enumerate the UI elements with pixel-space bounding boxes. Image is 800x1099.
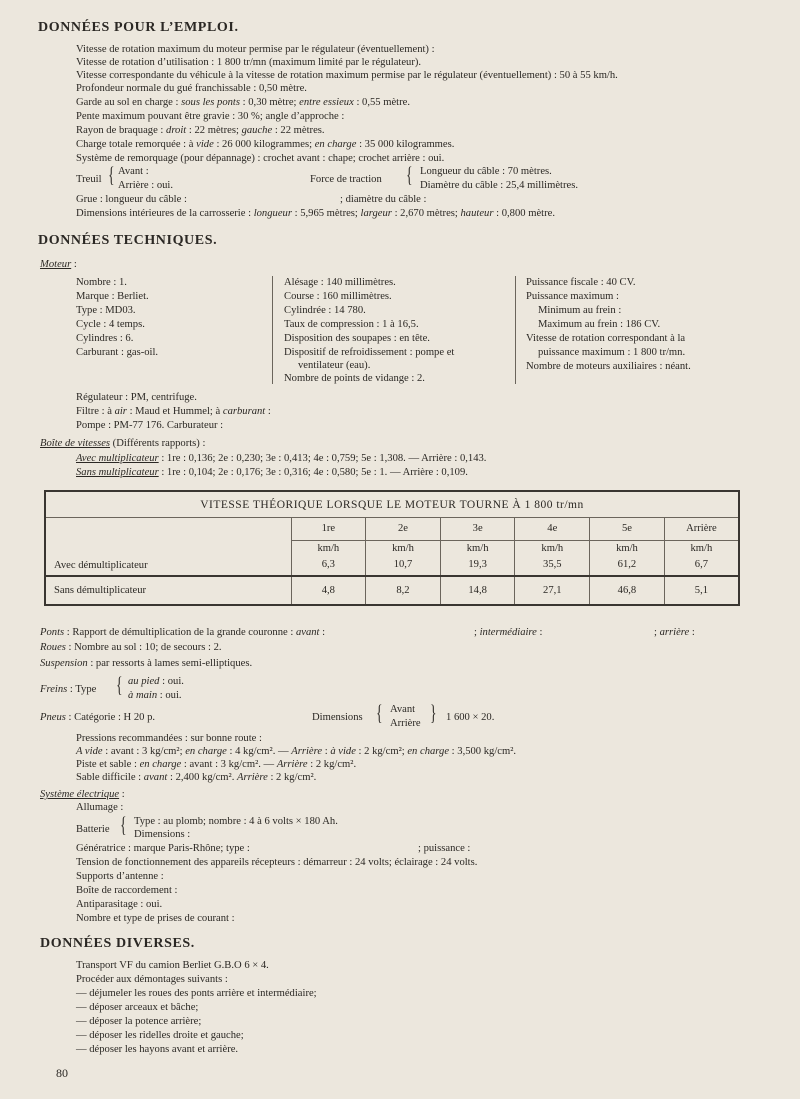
table-header-cell: 5e (590, 518, 665, 541)
pression-en-charge-arriere: en charge (407, 746, 450, 757)
list-item: — déposer la potence arrière; (76, 1016, 202, 1027)
text-vitesse-utilisation: Vitesse de rotation d’utilisation : 1 800 tr/mn (maximum limité par le régulateur). (76, 57, 422, 68)
braquage-droit-value: : 22 mètres; (188, 125, 239, 136)
table-header-cell: Arrière (664, 518, 739, 541)
pneus-dimensions-label: Dimensions (312, 712, 363, 723)
moteur-col2-item: ventilateur (eau). (298, 360, 371, 371)
table-corner-cell (45, 518, 291, 541)
moteur-col2-item: Dispositif de refroidissement : pompe et (284, 347, 455, 358)
dim-longueur-value: : 5,965 mètres; (294, 208, 358, 219)
braquage-gauche-label: gauche (241, 125, 273, 136)
ponts-inter-colon: : (536, 627, 543, 638)
grue-diametre: ; diamètre du câble : (340, 194, 427, 205)
text-vitesse-vehicule: Vitesse correspondante du véhicule à la vitesse de rotation maximum permise par le régulateur (éventuellement) : 50 à 55 km/h. (76, 70, 618, 81)
ponts-text: : Rapport de démultiplication de la grande couronne : (64, 627, 294, 638)
boite-rest: (Différents rapports) : (110, 438, 206, 449)
text-suspension (40, 658, 252, 670)
text-supports-antenne: Supports d’antenne : (76, 871, 164, 882)
moteur-col2-item: Cylindrée : 14 780. (284, 305, 366, 316)
moteur-col1-item: Carburant : gas-oil. (76, 347, 159, 358)
text-sans-multiplicateur (76, 467, 468, 479)
table-value: 6,3 (321, 558, 335, 570)
moteur-col3-item: Maximum au frein : 186 CV. (538, 319, 661, 330)
section-title-diverses: DONNÉES DIVERSES. (40, 936, 195, 951)
batterie-label: Batterie (76, 824, 110, 835)
table-value: 46,8 (590, 576, 665, 605)
text-profondeur: Profondeur normale du gué franchissable : 0,50 mètre. (76, 83, 307, 94)
charge-prefix: Charge totale remorquée : à (76, 139, 194, 150)
suspension-text: : par ressorts à lames semi-elliptiques. (87, 658, 253, 669)
table-cell (291, 540, 366, 575)
filtre-carburant-value: : (267, 406, 271, 417)
text-boite-raccordement: Boîte de raccordement : (76, 885, 178, 896)
speed-table-title: VITESSE THÉORIQUE LORSQUE LE MOTEUR TOURNE À 1 800 tr/mn (45, 491, 739, 518)
pneus-text: : Catégorie : H 20 p. (65, 712, 156, 723)
moteur-col3-item: Puissance maximum : (526, 291, 619, 302)
text-dimensions-carrosserie (76, 208, 555, 220)
text-pressions: Pressions recommandées : sur bonne route : (76, 733, 262, 744)
ponts-arriere-colon: : (689, 627, 695, 638)
pression-text: : avant : 3 kg/cm²; (102, 746, 183, 757)
moteur-col1-item: Cycle : 4 temps. (76, 319, 145, 330)
pression-a-vide-arriere: à vide (330, 746, 356, 757)
charge-vide-label: vide (196, 139, 214, 150)
section-title-emploi: DONNÉES POUR L’EMPLOI. (38, 20, 239, 35)
treuil-label: Treuil (76, 174, 102, 185)
batterie-type: Type : au plomb; nombre : 4 à 6 volts × 180 Ah. (134, 816, 338, 827)
text-transport: Transport VF du camion Berliet G.B.O 6 × 4. (76, 960, 269, 971)
suspension-label: Suspension (40, 658, 88, 669)
table-value: 6,7 (694, 558, 709, 570)
text-proceder: Procéder aux démontages suivants : (76, 974, 228, 985)
filtre-air-value: : Maud et Hummel; à (129, 406, 221, 417)
moteur-col3-item: Minimum au frein : (538, 305, 622, 316)
table-unit: km/h (466, 542, 489, 554)
sans-value: : 1re : 0,104; 2e : 0,176; 3e : 0,316; 4e : 0,580; 5e : 1. — Arrière : 0,109. (158, 467, 468, 478)
pression-text: : 2 kg/cm²; (355, 746, 405, 757)
list-item: — déposer les hayons avant et arrière. (76, 1044, 239, 1055)
garde-prefix: Garde au sol en charge : (76, 97, 179, 108)
charge-charge-label: en charge (314, 139, 357, 150)
cable-diametre: Diamètre du câble : 25,4 millimètres. (420, 180, 578, 191)
table-value: 19,3 (468, 558, 487, 570)
text-remorquage: Système de remorquage (pour dépannage) : crochet avant : chape; crochet arrière : oui. (76, 153, 445, 164)
freins-label: Freins (40, 684, 68, 695)
brace-pneus-left: { (376, 700, 383, 725)
moteur-label: Moteur (40, 259, 72, 270)
pneus-label: Pneus (40, 712, 66, 723)
sable-text: : 2 kg/cm². (267, 772, 317, 783)
text-pneus (40, 712, 155, 724)
text-braquage (76, 125, 325, 137)
freins-pied-value: : oui. (159, 676, 184, 687)
table-value: 14,8 (440, 576, 515, 605)
pneus-avant: Avant (390, 704, 416, 715)
list-item: — déposer les ridelles droite et gauche; (76, 1030, 244, 1041)
table-value: 35,5 (543, 558, 562, 570)
force-traction-label: Force de traction (310, 174, 382, 185)
brace-treuil: { (108, 162, 115, 187)
moteur-col1-item: Cylindres : 6. (76, 333, 134, 344)
grue-longueur: Grue : longueur du câble : (76, 194, 187, 205)
list-item: — déjumeler les roues des ponts arrière et intermédiaire; (76, 988, 317, 999)
ponts-inter: intermédiaire (479, 627, 537, 638)
sable-avant: avant (143, 772, 168, 783)
moteur-col3-item: puissance maximum : 1 800 tr/mn. (538, 347, 686, 358)
text-regulateur: Régulateur : PM, centrifuge. (76, 392, 197, 403)
column-divider (272, 276, 273, 384)
ponts-avant: avant (295, 627, 320, 638)
text-allumage: Allumage : (76, 802, 124, 813)
page-number: 80 (56, 1066, 68, 1080)
table-value: 4,8 (291, 576, 366, 605)
piste-text: : 2 kg/cm². (307, 759, 357, 770)
table-header-cell: 4e (515, 518, 590, 541)
pression-a-vide: A vide (76, 746, 103, 757)
filtre-prefix: Filtre : à (76, 406, 112, 417)
text-generatrice: Génératrice : marque Paris-Rhône; type : (76, 843, 250, 854)
systeme-colon: : (119, 789, 125, 800)
boite-label: Boîte de vitesses (40, 438, 111, 449)
table-value: 10,7 (393, 558, 413, 570)
roues-label: Roues (40, 642, 66, 653)
garde-essieux-label: entre essieux (299, 97, 354, 108)
treuil-arriere: Arrière : oui. (118, 180, 174, 191)
text-filtre (76, 406, 271, 418)
cable-longueur: Longueur du câble : 70 mètres. (420, 166, 552, 177)
table-unit: km/h (392, 542, 414, 554)
text-ponts (40, 627, 325, 639)
boite-vitesses-heading (40, 438, 205, 450)
sable-text: : 2,400 kg/cm². (167, 772, 235, 783)
sable-arriere: Arrière (237, 772, 268, 783)
moteur-col2-item: Nombre de points de vidange : 2. (284, 373, 425, 384)
pression-text: : 3,500 kg/cm². (449, 746, 517, 757)
text-tension: Tension de fonctionnement des appareils récepteurs : démarreur : 24 volts; éclairage : 24 volts. (76, 857, 478, 868)
dim-longueur-label: longueur (253, 208, 292, 219)
text-prises-courant: Nombre et type de prises de courant : (76, 913, 235, 924)
piste-text: : avant : 3 kg/cm². — (181, 759, 275, 770)
sable-text: Sable difficile : (76, 772, 142, 783)
column-divider (515, 276, 516, 384)
table-unit: km/h (690, 542, 713, 554)
moteur-colon: : (71, 259, 77, 270)
systeme-electrique-heading (40, 789, 125, 801)
pression-text: : (322, 746, 328, 757)
table-header-cell: 1re (291, 518, 366, 541)
ponts-label: Ponts (40, 627, 65, 638)
treuil-avant: Avant : (118, 166, 149, 177)
moteur-heading (40, 259, 77, 271)
text-garde-au-sol (76, 97, 410, 109)
moteur-col3-item: Vitesse de rotation correspondant à la (526, 333, 686, 344)
moteur-col3-item: Nombre de moteurs auxiliaires : néant. (526, 361, 691, 372)
filtre-carburant-label: carburant (222, 406, 266, 417)
text-ponts-intermediaire: ; intermédiaire : (474, 627, 543, 638)
speed-table (44, 490, 740, 606)
table-value: 5,1 (664, 576, 739, 605)
systeme-label: Système électrique (40, 789, 120, 800)
braquage-prefix: Rayon de braquage : (76, 125, 164, 136)
brace-batterie: { (120, 812, 127, 837)
table-row-label: Avec démultiplicateur (45, 540, 291, 575)
pression-text: : 4 kg/cm². — (226, 746, 289, 757)
text-freins (40, 684, 96, 696)
table-cell (515, 540, 590, 575)
text-roues (40, 642, 222, 654)
garde-essieux-value: : 0,55 mètre. (356, 97, 410, 108)
braquage-droit-label: droit (166, 125, 187, 136)
roues-text: : Nombre au sol : 10; de secours : 2. (65, 642, 222, 653)
table-value: 8,2 (366, 576, 441, 605)
braquage-gauche-value: : 22 mètres. (274, 125, 325, 136)
pression-arriere: Arrière (291, 746, 323, 757)
brace-force: { (406, 162, 413, 187)
moteur-col2-item: Course : 160 millimètres. (284, 291, 392, 302)
text-puissance: ; puissance : (418, 843, 471, 854)
freins-type: : Type (67, 684, 97, 695)
ponts-avant-colon: : (319, 627, 326, 638)
moteur-col2-item: Alésage : 140 millimètres. (284, 277, 396, 288)
charge-charge-value: : 35 000 kilogrammes. (359, 139, 455, 150)
text-antiparasitage: Antiparasitage : oui. (76, 899, 163, 910)
piste-en-charge: en charge (139, 759, 182, 770)
garde-ponts-value: : 0,30 mètre; (242, 97, 297, 108)
table-cell (664, 540, 739, 575)
freins-main (128, 690, 182, 702)
filtre-air-label: air (114, 406, 127, 417)
brace-freins: { (116, 672, 123, 697)
dim-largeur-value: : 2,670 mètres; (394, 208, 458, 219)
sans-label: Sans multiplicateur (76, 467, 159, 478)
dim-hauteur-value: : 0,800 mètre. (496, 208, 555, 219)
dim-hauteur-label: hauteur (460, 208, 494, 219)
table-unit: km/h (541, 542, 564, 554)
brace-pneus-right: } (430, 700, 437, 725)
table-header-cell: 2e (366, 518, 441, 541)
freins-pied-label: au pied (128, 676, 160, 687)
pneus-arriere: Arrière (390, 718, 421, 729)
moteur-col2-item: Taux de compression : 1 à 16,5. (284, 319, 419, 330)
text-charge-remorquee (76, 139, 454, 151)
text-piste-sable (76, 759, 356, 771)
text-pression-bonne-route (76, 746, 516, 758)
moteur-col1-item: Type : MD03. (76, 305, 136, 316)
dim-prefix: Dimensions intérieures de la carrosserie : (76, 208, 252, 219)
batterie-dimensions: Dimensions : (134, 829, 191, 840)
text-sable-difficile (76, 772, 316, 784)
text-avec-multiplicateur (76, 453, 486, 465)
text-pompe: Pompe : PM-77 176. Carburateur : (76, 420, 224, 431)
ponts-arriere: arrière (659, 627, 690, 638)
table-cell (590, 540, 665, 575)
table-unit: km/h (317, 542, 340, 554)
table-cell (366, 540, 441, 575)
charge-vide-value: : 26 000 kilogrammes; (216, 139, 313, 150)
section-title-techniques: DONNÉES TECHNIQUES. (38, 233, 218, 248)
pression-en-charge: en charge (185, 746, 227, 757)
moteur-col2-item: Disposition des soupapes : en tête. (284, 333, 430, 344)
table-value: 27,1 (515, 576, 590, 605)
table-value: 61,2 (617, 558, 637, 570)
table-cell (440, 540, 515, 575)
avec-value: : 1re : 0,136; 2e : 0,230; 3e : 0,413; 4e : 0,759; 5e : 1,308. — Arrière : 0,143. (158, 453, 487, 464)
list-item: — déposer arceaux et bâche; (76, 1002, 199, 1013)
text-pente: Pente maximum pouvant être gravie : 30 %; angle d’approche : (76, 111, 345, 122)
moteur-col1-item: Marque : Berliet. (76, 291, 149, 302)
text-vitesse-regulateur: Vitesse de rotation maximum du moteur permise par le régulateur (éventuellement) : (76, 44, 435, 55)
piste-text: Piste et sable : (76, 759, 137, 770)
piste-arriere: Arrière (276, 759, 308, 770)
avec-label: Avec multiplicateur (76, 453, 159, 464)
table-unit: km/h (616, 542, 638, 554)
table-header-cell: 3e (440, 518, 515, 541)
garde-ponts-label: sous les ponts (181, 97, 240, 108)
dim-largeur-label: largeur (360, 208, 392, 219)
moteur-col3-item: Puissance fiscale : 40 CV. (526, 277, 636, 288)
table-row-label: Sans démultiplicateur (45, 576, 291, 605)
moteur-col1-item: Nombre : 1. (76, 277, 127, 288)
freins-pied (128, 676, 184, 688)
text-ponts-arriere: ; arrière : (654, 627, 695, 638)
freins-main-label: à main (128, 690, 158, 701)
freins-main-value: : oui. (157, 690, 182, 701)
pneus-dimensions-value: 1 600 × 20. (446, 712, 495, 723)
